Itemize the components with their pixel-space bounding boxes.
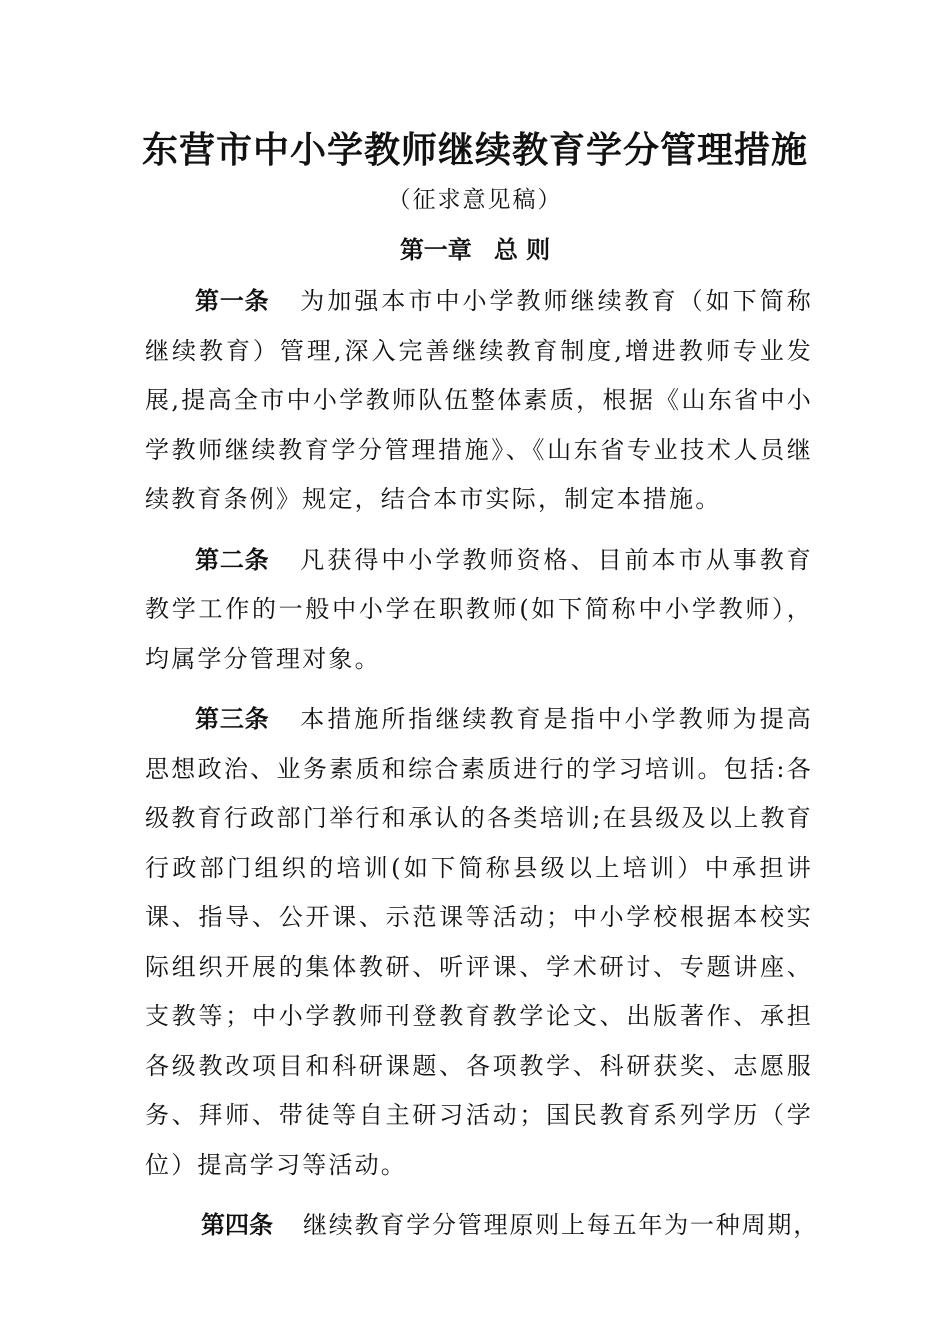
document-subtitle: （征求意见稿） [387,187,563,213]
article-text: 为加强本市中小学教师继续教育（如下简称继续教育）管理,深入完善继续教育制度,增进教师专业发展,提高全市中小学教师队伍整体素质，根据《山东省中小学教师继续教育学分管理措施》、《山东省专业技术人员继续教育条例》规定，结合本市实际，制定本措施。 [145,287,813,513]
chapter-heading [0,228,950,272]
article-label: 第三条 [195,705,270,733]
article-label: 第二条 [195,545,270,574]
article-2 [145,536,813,685]
article-text: 继续教育学分管理原则上每五年为一种周期， [303,1211,819,1239]
document-title: 东营市中小学教师继续教育学分管理措施 [141,129,808,171]
article-label: 第一条 [195,287,270,315]
article-4 [145,1201,819,1251]
article-3 [145,695,813,1190]
article-1 [145,277,813,525]
document-body [145,277,819,1251]
chapter-name: 总 则 [493,236,551,264]
article-text: 本措施所指继续教育是指中小学教师为提高思想政治、业务素质和综合素质进行的学习培训。包括:各级教育行政部门举行和承认的各类培训;在县级及以上教育行政部门组织的培训(如下简称县级以上培训）中承担讲课、指导、公开课、示范课等活动；中小学校根据本校实际组织开展的集体教研、听评课、学术研讨、专题讲座、支教等；中小学教师刊登教育教学论文、出版著作、承担各级教改项目和科研课题、各项教学、科研获奖、志愿服务、拜师、带徒等自主研习活动；国民教育系列学历（学位）提高学习等活动。 [145,705,813,1179]
chapter-number: 第一章 [399,236,472,264]
article-text: 凡获得中小学教师资格、目前本市从事教育教学工作的一般中小学在职教师(如下简称中小学教师），均属学分管理对象。 [145,545,813,673]
article-label: 第四条 [201,1211,273,1239]
